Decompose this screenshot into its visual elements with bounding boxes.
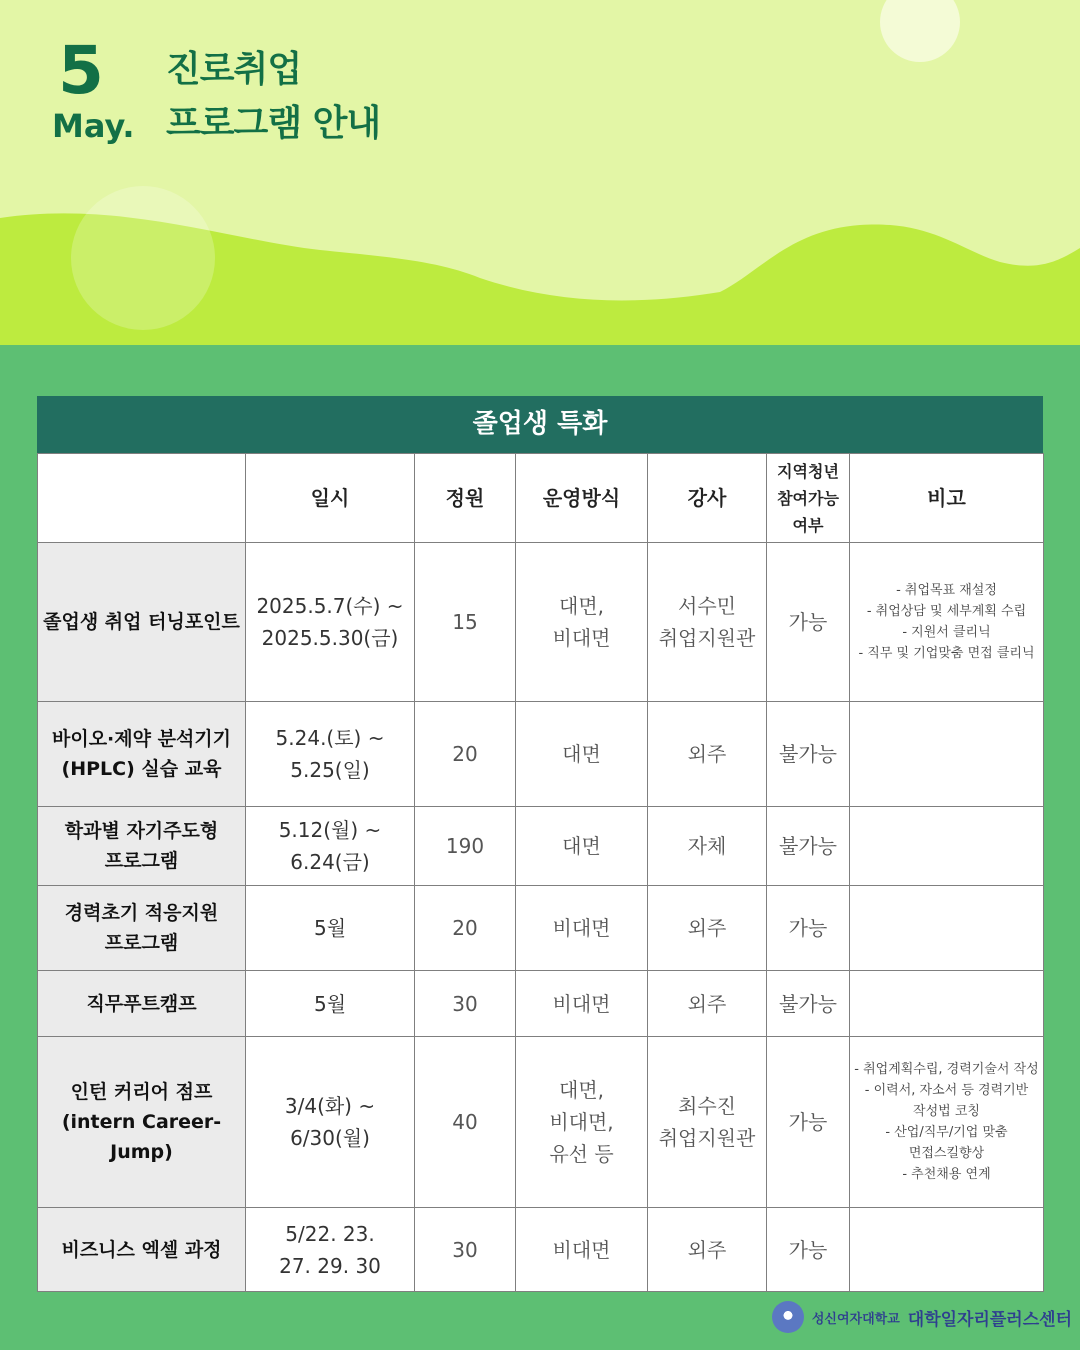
instructor-cell bbox=[648, 886, 767, 971]
instructor-cell-line: 취업지원관 bbox=[658, 626, 756, 650]
regional-cell: 불가능 bbox=[767, 971, 850, 1037]
instructor-cell-line: 자체 bbox=[687, 834, 727, 858]
notes-cell-line: - 산업/직무/기업 맞춤 bbox=[885, 1125, 1008, 1140]
method-cell-line: 대면 bbox=[562, 834, 601, 858]
method-cell bbox=[516, 886, 648, 971]
table-row bbox=[38, 1208, 1044, 1292]
program-name-cell-line: (HPLC) 실습 교육 bbox=[61, 758, 222, 780]
notes-cell-line: - 직무 및 기업맞춤 면접 클리닉 bbox=[858, 646, 1035, 661]
month-english: May. bbox=[52, 107, 135, 145]
program-name-cell bbox=[38, 702, 246, 807]
date-cell-line: 5.25(일) bbox=[290, 758, 370, 782]
instructor-cell bbox=[648, 1037, 767, 1208]
method-cell bbox=[516, 807, 648, 886]
footer-center-name: 대학일자리플러스센터 bbox=[907, 1309, 1072, 1330]
notes-cell-line: - 취업계획수립, 경력기술서 작성 bbox=[854, 1062, 1039, 1077]
instructor-cell-line: 외주 bbox=[687, 1237, 727, 1262]
notes-cell bbox=[850, 886, 1044, 971]
date-cell bbox=[246, 1208, 415, 1292]
page-title-line2: 프로그램 안내 bbox=[166, 103, 381, 144]
column-header-program bbox=[38, 454, 246, 543]
capacity-cell: 20 bbox=[415, 702, 516, 807]
program-name-cell-line: 인턴 커리어 점프 bbox=[70, 1081, 213, 1103]
capacity-cell: 15 bbox=[415, 543, 516, 702]
notes-cell bbox=[850, 543, 1044, 702]
program-name-cell-line: 바이오·제약 분석기기 bbox=[51, 728, 232, 750]
instructor-cell-line: 외주 bbox=[687, 916, 727, 940]
method-cell bbox=[516, 1037, 648, 1208]
method-cell-line: 대면 bbox=[562, 742, 601, 766]
method-cell-line: 비대면, bbox=[549, 1110, 614, 1134]
method-cell-line: 비대면 bbox=[552, 916, 611, 940]
regional-cell: 가능 bbox=[767, 1208, 850, 1292]
program-name-cell bbox=[38, 543, 246, 702]
date-cell-line: 5월 bbox=[313, 916, 347, 940]
table-row bbox=[38, 543, 1044, 702]
method-cell bbox=[516, 702, 648, 807]
date-cell-line: 27. 29. 30 bbox=[279, 1253, 381, 1278]
program-name-cell-line: 졸업생 취업 터닝포인트 bbox=[43, 611, 240, 633]
method-cell bbox=[516, 543, 648, 702]
program-name-cell bbox=[38, 1037, 246, 1208]
date-cell bbox=[246, 807, 415, 886]
program-name-cell-line: 비즈니스 엑셀 과정 bbox=[61, 1238, 222, 1261]
capacity-cell: 30 bbox=[415, 971, 516, 1037]
date-cell bbox=[246, 971, 415, 1037]
sun-circle bbox=[880, 0, 960, 62]
program-name-cell-line: 프로그램 bbox=[104, 932, 179, 954]
date-cell-line: 2025.5.30(금) bbox=[261, 626, 399, 650]
instructor-cell bbox=[648, 543, 767, 702]
table-header-row bbox=[38, 454, 1044, 543]
column-header-date: 일시 bbox=[246, 454, 415, 543]
program-name-cell bbox=[38, 807, 246, 886]
date-cell bbox=[246, 543, 415, 702]
date-cell-line: 5/22. 23. bbox=[285, 1221, 375, 1246]
program-table bbox=[37, 453, 1044, 1292]
notes-cell-line: 작성법 코칭 bbox=[913, 1104, 980, 1119]
capacity-cell: 30 bbox=[415, 1208, 516, 1292]
month-number: 5 bbox=[58, 32, 104, 109]
hills-decoration bbox=[0, 0, 1080, 345]
instructor-cell-line: 외주 bbox=[687, 991, 727, 1016]
regional-cell: 가능 bbox=[767, 543, 850, 702]
table-row bbox=[38, 702, 1044, 807]
table-row bbox=[38, 971, 1044, 1037]
date-cell-line: 5.24.(토) ~ bbox=[275, 726, 385, 750]
table-section-title: 졸업생 특화 bbox=[37, 396, 1043, 453]
instructor-cell bbox=[648, 702, 767, 807]
footer-logo bbox=[772, 1300, 1072, 1334]
notes-cell-line: - 지원서 클리닉 bbox=[902, 625, 991, 640]
header-banner bbox=[0, 0, 1080, 345]
instructor-cell-line: 최수진 bbox=[678, 1094, 736, 1118]
table-row bbox=[38, 807, 1044, 886]
method-cell-line: 비대면 bbox=[552, 1237, 611, 1262]
date-cell bbox=[246, 702, 415, 807]
instructor-cell bbox=[648, 971, 767, 1037]
regional-cell: 가능 bbox=[767, 1037, 850, 1208]
method-cell bbox=[516, 1208, 648, 1292]
column-header-method: 운영방식 bbox=[516, 454, 648, 543]
column-header-capacity: 정원 bbox=[415, 454, 516, 543]
method-cell-line: 대면, bbox=[559, 594, 604, 618]
instructor-cell-line: 서수민 bbox=[678, 594, 736, 618]
method-cell bbox=[516, 971, 648, 1037]
notes-cell bbox=[850, 1037, 1044, 1208]
notes-cell bbox=[850, 1208, 1044, 1292]
program-name-cell bbox=[38, 1208, 246, 1292]
program-name-cell-line: 프로그램 bbox=[104, 850, 179, 872]
date-cell-line: 5월 bbox=[313, 991, 347, 1016]
program-name-cell-line: Jump) bbox=[110, 1141, 173, 1163]
bubble-circle bbox=[71, 186, 215, 330]
program-name-cell-line: 경력초기 적응지원 bbox=[64, 902, 219, 924]
notes-cell-line: 면접스킬향상 bbox=[908, 1146, 985, 1161]
program-name-cell-line: 학과별 자기주도형 bbox=[64, 820, 219, 842]
method-cell-line: 유선 등 bbox=[549, 1142, 614, 1166]
notes-cell-line: - 취업목표 재설정 bbox=[896, 583, 997, 598]
date-cell bbox=[246, 886, 415, 971]
notes-cell bbox=[850, 971, 1044, 1037]
regional-cell: 불가능 bbox=[767, 807, 850, 886]
instructor-cell-line: 취업지원관 bbox=[658, 1126, 756, 1150]
date-cell-line: 6.24(금) bbox=[290, 850, 370, 874]
program-name-cell bbox=[38, 886, 246, 971]
notes-cell-line: - 이력서, 자소서 등 경력기반 bbox=[864, 1083, 1029, 1098]
program-name-cell bbox=[38, 971, 246, 1037]
regional-cell: 불가능 bbox=[767, 702, 850, 807]
capacity-cell: 40 bbox=[415, 1037, 516, 1208]
date-cell-line: 6/30(월) bbox=[290, 1126, 370, 1150]
column-header-regional: 지역청년 참여가능 여부 bbox=[767, 454, 850, 543]
instructor-cell bbox=[648, 1208, 767, 1292]
university-emblem-icon bbox=[772, 1301, 804, 1333]
date-cell-line: 2025.5.7(수) ~ bbox=[256, 594, 404, 618]
instructor-cell-line: 외주 bbox=[687, 742, 727, 766]
capacity-cell: 190 bbox=[415, 807, 516, 886]
method-cell-line: 비대면 bbox=[552, 991, 611, 1016]
notes-cell bbox=[850, 807, 1044, 886]
program-name-cell-line: (intern Career- bbox=[61, 1111, 222, 1133]
table-row bbox=[38, 886, 1044, 971]
notes-cell-line: - 취업상담 및 세부계획 수립 bbox=[866, 604, 1027, 619]
program-table-container bbox=[37, 396, 1043, 1292]
program-name-cell-line: 직무푸트캠프 bbox=[86, 992, 197, 1015]
table-row bbox=[38, 1037, 1044, 1208]
method-cell-line: 대면, bbox=[559, 1078, 604, 1102]
column-header-instructor: 강사 bbox=[648, 454, 767, 543]
date-cell bbox=[246, 1037, 415, 1208]
notes-cell-line: - 추천채용 연계 bbox=[902, 1167, 991, 1182]
column-header-notes: 비고 bbox=[850, 454, 1044, 543]
date-cell-line: 5.12(월) ~ bbox=[278, 818, 382, 842]
notes-cell bbox=[850, 702, 1044, 807]
footer-university: 성신여자대학교 bbox=[811, 1311, 900, 1327]
capacity-cell: 20 bbox=[415, 886, 516, 971]
instructor-cell bbox=[648, 807, 767, 886]
date-cell-line: 3/4(화) ~ bbox=[284, 1094, 376, 1118]
page-title-line1: 진로취업 bbox=[166, 49, 302, 90]
regional-cell: 가능 bbox=[767, 886, 850, 971]
method-cell-line: 비대면 bbox=[552, 626, 611, 650]
